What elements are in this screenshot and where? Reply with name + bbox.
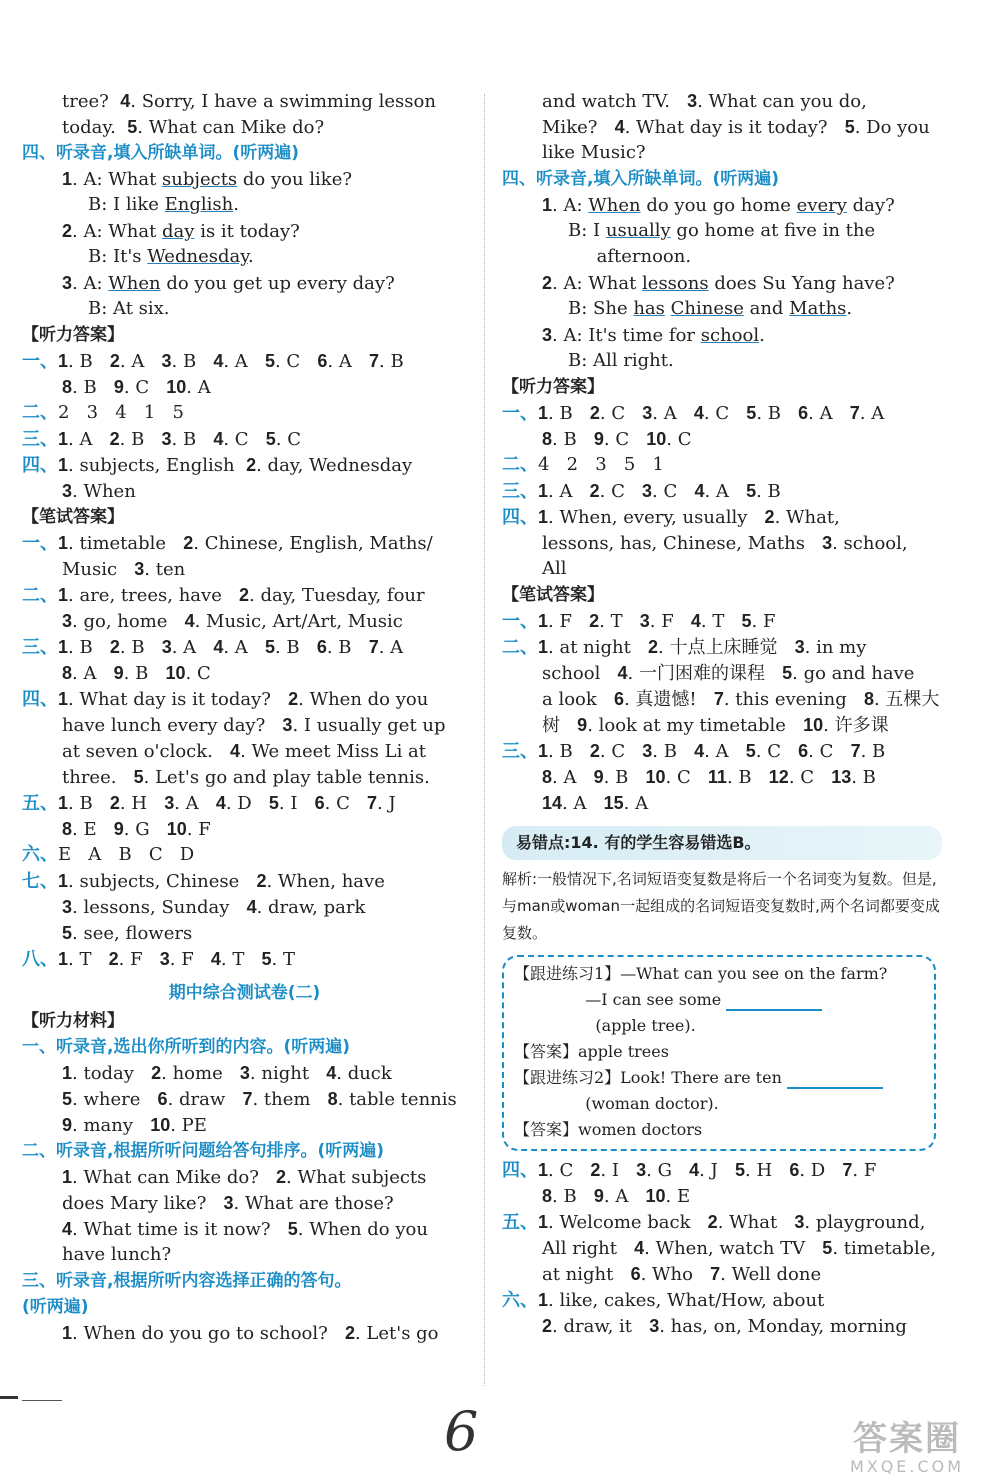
section-heading: 四、听录音,填入所缺单词。(听两遍) bbox=[502, 169, 779, 189]
answer-line: 三、1. B 2. B 3. A 4. A 5. B 6. B 7. A bbox=[22, 637, 404, 658]
answer-line: Mike? 4. What day is it today? 5. Do you bbox=[542, 117, 930, 138]
answer-heading: 【听力答案】 bbox=[22, 325, 124, 345]
answer-heading: 【听力答案】 bbox=[502, 377, 604, 397]
answer-line: 8. B 9. C 10. C bbox=[542, 429, 692, 450]
watermark-text: 答案圈 bbox=[853, 1419, 961, 1459]
answer-line: 二、1. are, trees, have 2. day, Tuesday, four bbox=[22, 585, 425, 606]
answer-line: All bbox=[542, 558, 567, 579]
answer-line: B: All right. bbox=[568, 350, 674, 371]
watermark-domain: MXQE.COM bbox=[849, 1457, 965, 1476]
answer-line: 3. lessons, Sunday 4. draw, park bbox=[62, 897, 366, 918]
section-heading: 二、听录音,根据所听问题给答句排序。(听两遍) bbox=[22, 1141, 384, 1161]
answer-line: 一、1. B 2. A 3. B 4. A 5. C 6. A 7. B bbox=[22, 351, 404, 372]
test-title: 期中综合测试卷(二) bbox=[168, 983, 321, 1003]
follow-practice-box bbox=[502, 955, 936, 1151]
section-heading: 四、听录音,填入所缺单词。(听两遍) bbox=[22, 143, 299, 163]
answer-line: 八、1. T 2. F 3. F 4. T 5. T bbox=[22, 949, 295, 970]
answer-line: 四、1. C 2. I 3. G 4. J 5. H 6. D 7. F bbox=[502, 1160, 877, 1181]
answer-line: 1. A: What subjects do you like? bbox=[62, 169, 353, 190]
answer-line: 3. When bbox=[62, 481, 136, 502]
answer-line: 四、1. What day is it today? 2. When do you bbox=[22, 689, 429, 710]
answer-line: B: It's Wednesday. bbox=[88, 246, 254, 267]
follow-practice-line: 【跟进练习2】Look! There are ten bbox=[514, 1065, 924, 1091]
answer-line: 9. many 10. PE bbox=[62, 1115, 207, 1136]
section-heading: 一、听录音,选出你所听到的内容。(听两遍) bbox=[22, 1037, 350, 1057]
left-column bbox=[22, 88, 467, 1346]
answer-line: today. 5. What can Mike do? bbox=[62, 117, 325, 138]
follow-practice-line: (apple tree). bbox=[514, 1016, 696, 1035]
corner-mark bbox=[0, 1396, 18, 1409]
watermark-logo bbox=[822, 1420, 992, 1476]
answer-line: 1. A: When do you go home every day? bbox=[542, 195, 895, 216]
answer-line: and watch TV. 3. What can you do, bbox=[542, 91, 867, 112]
answer-line: 二、4 2 3 5 1 bbox=[502, 454, 664, 475]
answer-line: 五、1. Welcome back 2. What 3. playground, bbox=[502, 1212, 926, 1233]
follow-practice-line: —I can see some bbox=[514, 987, 924, 1013]
answer-line: B: I usually go home at five in the bbox=[568, 220, 876, 241]
answer-line: tree? 4. Sorry, I have a swimming lesson bbox=[62, 91, 436, 112]
answer-heading: 【笔试答案】 bbox=[22, 507, 124, 527]
answer-line: All right 4. When, watch TV 5. timetable, bbox=[542, 1238, 937, 1259]
answer-line: a look 6. 真遗憾! 7. this evening 8. 五棵大 bbox=[542, 689, 940, 710]
answer-line: 5. see, flowers bbox=[62, 923, 193, 944]
follow-practice-line: (woman doctor). bbox=[514, 1094, 719, 1113]
answer-heading: 【笔试答案】 bbox=[502, 585, 604, 605]
follow-practice-line: 【跟进练习1】—What can you see on the farm? bbox=[514, 964, 888, 983]
answer-line: 二、1. at night 2. 十点上床睡觉 3. in my bbox=[502, 637, 867, 658]
answer-line: 一、1. B 2. C 3. A 4. C 5. B 6. A 7. A bbox=[502, 403, 885, 424]
answer-line: 四、1. When, every, usually 2. What, bbox=[502, 507, 840, 528]
answer-line: 三、1. B 2. C 3. B 4. A 5. C 6. C 7. B bbox=[502, 741, 886, 762]
answer-line: lessons, has, Chinese, Maths 3. school, bbox=[542, 533, 908, 554]
answer-line: Music 3. ten bbox=[62, 559, 186, 580]
answer-line: afternoon. bbox=[568, 246, 692, 267]
answer-line: 树 9. look at my timetable 10. 许多课 bbox=[542, 715, 889, 736]
answer-line: 1. What can Mike do? 2. What subjects bbox=[62, 1167, 427, 1188]
page-number: 6 bbox=[444, 1400, 479, 1463]
corner-line bbox=[22, 1400, 62, 1401]
answer-line: have lunch? bbox=[62, 1244, 172, 1265]
answer-line: 3. go, home 4. Music, Art/Art, Music bbox=[62, 611, 403, 632]
answer-line: 8. E 9. G 10. F bbox=[62, 819, 211, 840]
answer-line: 2. draw, it 3. has, on, Monday, morning bbox=[542, 1316, 907, 1337]
answer-line: 1. today 2. home 3. night 4. duck bbox=[62, 1063, 392, 1084]
right-column bbox=[502, 88, 942, 1339]
answer-line: 六、E A B C D bbox=[22, 844, 195, 865]
answer-blank bbox=[726, 991, 822, 1011]
answer-heading: 【听力材料】 bbox=[22, 1011, 124, 1031]
column-divider bbox=[484, 94, 485, 1386]
answer-line: B: At six. bbox=[88, 298, 170, 319]
answer-line: 五、1. B 2. H 3. A 4. D 5. I 6. C 7. J bbox=[22, 793, 396, 814]
answer-line: 二、2 3 4 1 5 bbox=[22, 402, 184, 423]
answer-line: 8. B 9. C 10. A bbox=[62, 377, 211, 398]
answer-line: 一、1. F 2. T 3. F 4. T 5. F bbox=[502, 611, 776, 632]
section-heading: (听两遍) bbox=[22, 1297, 89, 1317]
answer-line: at seven o'clock. 4. We meet Miss Li at bbox=[62, 741, 427, 762]
answer-line: 四、1. subjects, English 2. day, Wednesday bbox=[22, 455, 413, 476]
answer-blank bbox=[787, 1069, 883, 1089]
answer-line: 1. When do you go to school? 2. Let's go bbox=[62, 1323, 439, 1344]
answer-line: 三、1. A 2. B 3. B 4. C 5. C bbox=[22, 429, 301, 450]
answer-line: like Music? bbox=[542, 142, 646, 163]
answer-line: 4. What time is it now? 5. When do you bbox=[62, 1219, 428, 1240]
answer-line: 2. A: What day is it today? bbox=[62, 221, 300, 242]
answer-line: three. 5. Let's go and play table tennis. bbox=[62, 767, 430, 788]
answer-line: B: I like English. bbox=[88, 194, 239, 215]
answer-line: 一、1. timetable 2. Chinese, English, Maths/ bbox=[22, 533, 433, 554]
answer-line: have lunch every day? 3. I usually get up bbox=[62, 715, 446, 736]
answer-line: 3. A: When do you get up every day? bbox=[62, 273, 395, 294]
answer-line: 14. A 15. A bbox=[542, 793, 649, 814]
answer-line: 8. A 9. B 10. C bbox=[62, 663, 211, 684]
answer-line: does Mary like? 3. What are those? bbox=[62, 1193, 394, 1214]
section-heading: 三、听录音,根据所听内容选择正确的答句。 bbox=[22, 1271, 352, 1291]
answer-line: 8. B 9. A 10. E bbox=[542, 1186, 691, 1207]
answer-line: 8. A 9. B 10. C 11. B 12. C 13. B bbox=[542, 767, 876, 788]
answer-line: 七、1. subjects, Chinese 2. When, have bbox=[22, 871, 385, 892]
analysis-text: 解析:一般情况下,名词短语变复数是将后一个名词变为复数。但是,与man或woman一起组成的名词短语变复数时,两个名词都要变成复数。 bbox=[502, 870, 940, 942]
answer-line: B: She has Chinese and Maths. bbox=[568, 298, 853, 319]
answer-line: 5. where 6. draw 7. them 8. table tennis bbox=[62, 1089, 457, 1110]
answer-line: 六、1. like, cakes, What/How, about bbox=[502, 1290, 825, 1311]
answer-line: at night 6. Who 7. Well done bbox=[542, 1264, 822, 1285]
follow-practice-line: 【答案】apple trees bbox=[514, 1042, 669, 1061]
answer-line: school 4. 一门困难的课程 5. go and have bbox=[542, 663, 915, 684]
mistake-note: 易错点:14. 有的学生容易错选B。 bbox=[502, 826, 942, 860]
answer-line: 2. A: What lessons does Su Yang have? bbox=[542, 273, 895, 294]
answer-line: 三、1. A 2. C 3. C 4. A 5. B bbox=[502, 481, 781, 502]
follow-practice-line: 【答案】women doctors bbox=[514, 1120, 703, 1139]
answer-line: 3. A: It's time for school. bbox=[542, 325, 765, 346]
